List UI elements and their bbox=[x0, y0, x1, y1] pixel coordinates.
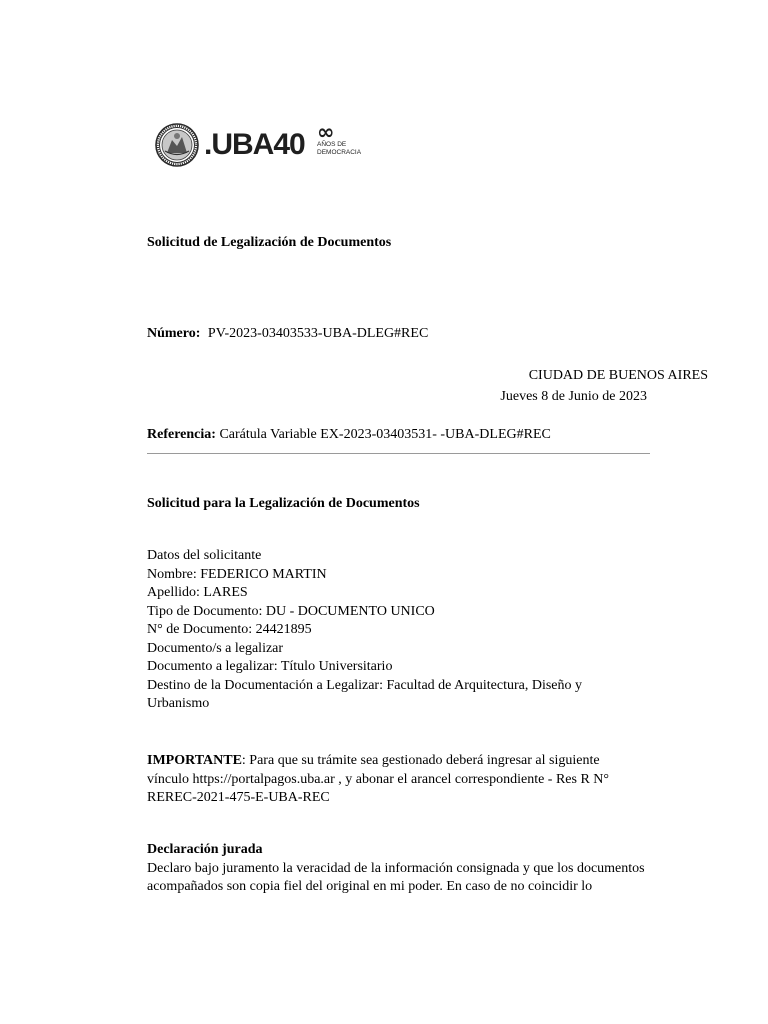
datos-line: Apellido: LARES bbox=[147, 585, 248, 600]
university-seal-icon bbox=[155, 123, 199, 167]
section-title bbox=[147, 496, 420, 512]
datos-line: Nombre: FEDERICO MARTIN bbox=[147, 566, 327, 582]
city: CIUDAD DE BUENOS AIRES bbox=[528, 368, 708, 383]
logo-wordmark: .UBA40 bbox=[204, 128, 305, 161]
document-title bbox=[147, 235, 391, 251]
importante-notice bbox=[147, 752, 617, 808]
logo-subtitle bbox=[317, 141, 361, 157]
document-title-text: Solicitud de Legalización de Documentos bbox=[147, 235, 392, 250]
section-title-text: Solicitud para la Legalización de Documentos bbox=[147, 496, 420, 511]
datos-line: Documento a legalizar: Título Universitario bbox=[147, 659, 393, 674]
referencia-line bbox=[147, 427, 551, 443]
datos-line: N° de Documento: 24421895 bbox=[147, 622, 312, 637]
declaracion-section bbox=[147, 841, 657, 897]
logo-subtitle-line1: AÑOS DE bbox=[317, 141, 347, 148]
numero-value: PV-2023-03403533-UBA-DLEG#REC bbox=[207, 326, 429, 341]
datos-line: Datos del solicitante bbox=[147, 548, 262, 563]
datos-line: Destino de la Documentación a Legalizar: Facultad de Arquitectura, Diseño y Urbanismo bbox=[147, 677, 583, 711]
declaracion-text: Declaro bajo juramento la veracidad de la información consignada y que los documentos acompañados son copia fiel del original en mi poder. En caso de no coincidir lo bbox=[147, 860, 645, 894]
infinity-icon: ∞ bbox=[317, 120, 335, 144]
applicant-data bbox=[147, 547, 667, 714]
date: Jueves 8 de Junio de 2023 bbox=[500, 389, 647, 404]
logo-subtitle-line2: DEMOCRACIA bbox=[317, 149, 362, 156]
declaracion-title: Declaración jurada bbox=[147, 842, 263, 857]
importante-text: : Para que su trámite sea gestionado deberá ingresar al siguiente vínculo https://portalpagos.uba.ar , y abonar el arancel correspondiente - Res R N° REREC-2021-475-E-UBA-REC bbox=[147, 753, 610, 805]
datos-line: Tipo de Documento: DU - DOCUMENTO UNICO bbox=[147, 603, 435, 619]
referencia-label: Referencia: bbox=[147, 427, 216, 442]
uba-logo bbox=[155, 120, 370, 168]
numero-label: Número: bbox=[147, 326, 201, 341]
datos-line: Documento/s a legalizar bbox=[147, 640, 284, 656]
numero-line bbox=[147, 326, 428, 342]
referencia-value: Carátula Variable EX-2023-03403531- -UBA-DLEG#REC bbox=[219, 427, 551, 442]
divider bbox=[147, 453, 650, 454]
importante-label: IMPORTANTE bbox=[147, 753, 242, 768]
